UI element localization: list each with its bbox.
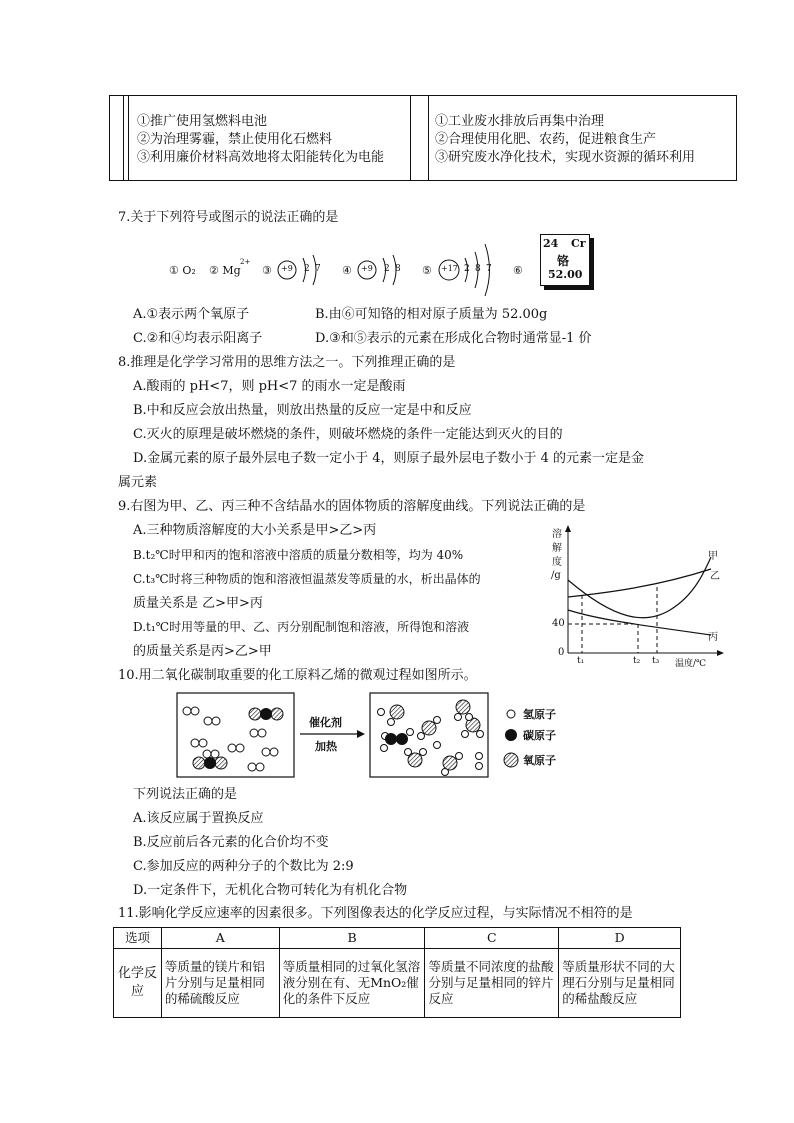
element-number: 24 [543,237,559,250]
solubility-curves [545,525,725,670]
graph-origin: 0 [558,647,565,658]
atom-3-shell-1: 2 [304,264,310,274]
atom-5-nucleus: +17 [441,264,458,273]
symbol-o2: ① O₂ [169,264,196,277]
q8-option-b: B.中和反应会放出热量，则放出热量的反应一定是中和反应 [133,403,472,418]
atom-3-shell-2: 7 [315,264,321,274]
graph-tick-t1: t₁ [577,656,585,666]
q8-option-a: A.酸雨的 pH<7，则 pH<7 的雨水一定是酸雨 [133,379,406,394]
graph-ylabel-4: /g [551,570,561,581]
series-label-jia: 甲 [708,551,718,562]
symbol-5-label: ⑤ [422,264,432,277]
atom-5-shell-3: 7 [486,264,492,274]
q7-option-d: D.③和⑤表示的元素在形成化合物时通常显-1 价 [315,331,592,346]
q8-stem: 8.推理是化学学习常用的思维方法之一。下列推理正确的是 [118,355,456,370]
q7-stem: 7.关于下列符号或图示的说法正确的是 [118,210,339,225]
q9-option-a: A.三种物质溶解度的大小关系是甲>乙>丙 [133,523,377,538]
table-header-row [114,928,681,949]
atom-4-shell-2: 8 [395,264,401,274]
graph-y-tick-40: 40 [552,618,565,629]
arrow-label-heat: 加热 [315,740,337,753]
q10-option-c: C.参加反应的两种分子的个数比为 2:9 [133,859,354,874]
legend-carbon: 碳原子 [523,729,556,742]
q7-symbols [120,230,620,300]
graph-ylabel-3: 度 [552,557,562,568]
q7-option-b: B.由⑥可知铬的相对原子质量为 52.00g [315,307,548,322]
q9-option-d-cont: 的质量关系是丙>乙>甲 [133,644,272,659]
symbol-mg-charge: 2+ [240,258,251,266]
top-right-line-1: ①工业废水排放后再集中治理 [435,114,605,129]
table-divider [410,96,411,180]
q11-stem: 11.影响化学反应速率的因素很多。下列图像表达的化学反应过程，与实际情况不相符的是 [118,906,633,921]
row-label: 化学反应 [114,949,162,1018]
q7-option-a: A.①表示两个氧原子 [133,307,250,322]
header-b: B [279,928,425,949]
top-left-line-1: ①推广使用氢燃料电池 [137,114,268,129]
symbol-mg: ② Mg [209,264,241,277]
table-row [114,949,681,1018]
cell-c: 等质量不同浓度的盐酸分别与足量相同的锌片反应 [425,949,559,1018]
reaction-diagram [175,690,605,782]
q8-option-d-cont: 属元素 [118,475,158,490]
legend-hydrogen: 氢原子 [523,708,556,721]
legend-oxygen: 氧原子 [523,754,556,767]
q9-option-c: C.t₃℃时将三种物质的饱和溶液恒温蒸发等质量的水，析出晶体的 [133,572,481,586]
q11-table [113,927,681,1018]
top-table [109,95,737,181]
cell-a: 等质量的镁片和铝片分别与足量相同的稀硫酸反应 [161,949,279,1018]
atom-5-shell-2: 8 [475,264,481,274]
atom-5-shell-1: 2 [464,264,470,274]
graph-ylabel-1: 溶 [552,529,562,540]
graph-tick-t2: t₂ [633,656,641,666]
symbol-4-label: ④ [342,264,352,277]
element-name: 铬 [557,254,570,268]
q9-option-d: D.t₁℃时用等量的甲、乙、丙分别配制饱和溶液，所得饱和溶液 [133,620,470,634]
q9-option-c-cont: 质量关系是 乙>甲>丙 [133,596,263,611]
q10-stem: 10.用二氧化碳制取重要的化工原料乙烯的微观过程如图所示。 [118,668,477,683]
atom-3-nucleus: +9 [281,264,293,273]
element-card [540,234,596,292]
graph-xlabel: 温度/℃ [675,659,707,669]
top-left-line-3: ③利用廉价材料高效地将太阳能转化为电能 [137,150,385,165]
q8-option-c: C.灭火的原理是破坏燃烧的条件，则破坏燃烧的条件一定能达到灭火的目的 [133,427,563,442]
arrow-label-catalyst: 催化剂 [309,716,342,729]
atom-4-nucleus: +9 [361,264,373,273]
q10-option-b: B.反应前后各元素的化合价均不变 [133,835,329,850]
table-divider [428,96,429,180]
q10-sub-stem: 下列说法正确的是 [133,787,238,802]
top-left-line-2: ②为治理雾霾，禁止使用化石燃料 [137,132,333,147]
series-label-bing: 丙 [708,632,718,643]
top-right-line-2: ②合理使用化肥、农药，促进粮食生产 [435,132,657,147]
graph-tick-t3: t₃ [652,656,660,666]
header-a: A [161,928,279,949]
q9-stem: 9.右图为甲、乙、丙三种不含结晶水的固体物质的溶解度曲线。下列说法正确的是 [118,499,586,514]
q9-option-b: B.t₂℃时甲和丙的饱和溶液中溶质的质量分数相等，均为 40% [133,548,464,562]
atom-4-shell-1: 2 [384,264,390,274]
header-option: 选项 [114,928,162,949]
top-right-line-3: ③研究废水净化技术，实现水资源的循环利用 [435,150,696,165]
q7-option-c: C.②和④均表示阳离子 [133,331,263,346]
q10-option-a: A.该反应属于置换反应 [133,811,264,826]
symbol-3-label: ③ [262,264,272,277]
header-d: D [559,928,681,949]
element-mass: 52.00 [548,268,583,281]
solubility-graph [545,525,725,670]
symbol-6-label: ⑥ [513,264,523,277]
element-symbol: Cr [571,237,586,250]
q10-option-d: D.一定条件下，无机化合物可转化为有机化合物 [133,883,408,898]
header-c: C [425,928,559,949]
series-label-yi: 乙 [710,571,720,582]
q8-option-d: D.金属元素的原子最外层电子数一定小于 4，则原子最外层电子数小于 4 的元素一定是金 [133,451,645,466]
cell-b: 等质量相同的过氧化氢溶液分别在有、无MnO₂催化的条件下反应 [279,949,425,1018]
table-divider [123,96,124,180]
table-divider [128,96,129,180]
cell-d: 等质量形状不同的大理石分别与足量相同的稀盐酸反应 [559,949,681,1018]
graph-ylabel-2: 解 [552,543,562,554]
